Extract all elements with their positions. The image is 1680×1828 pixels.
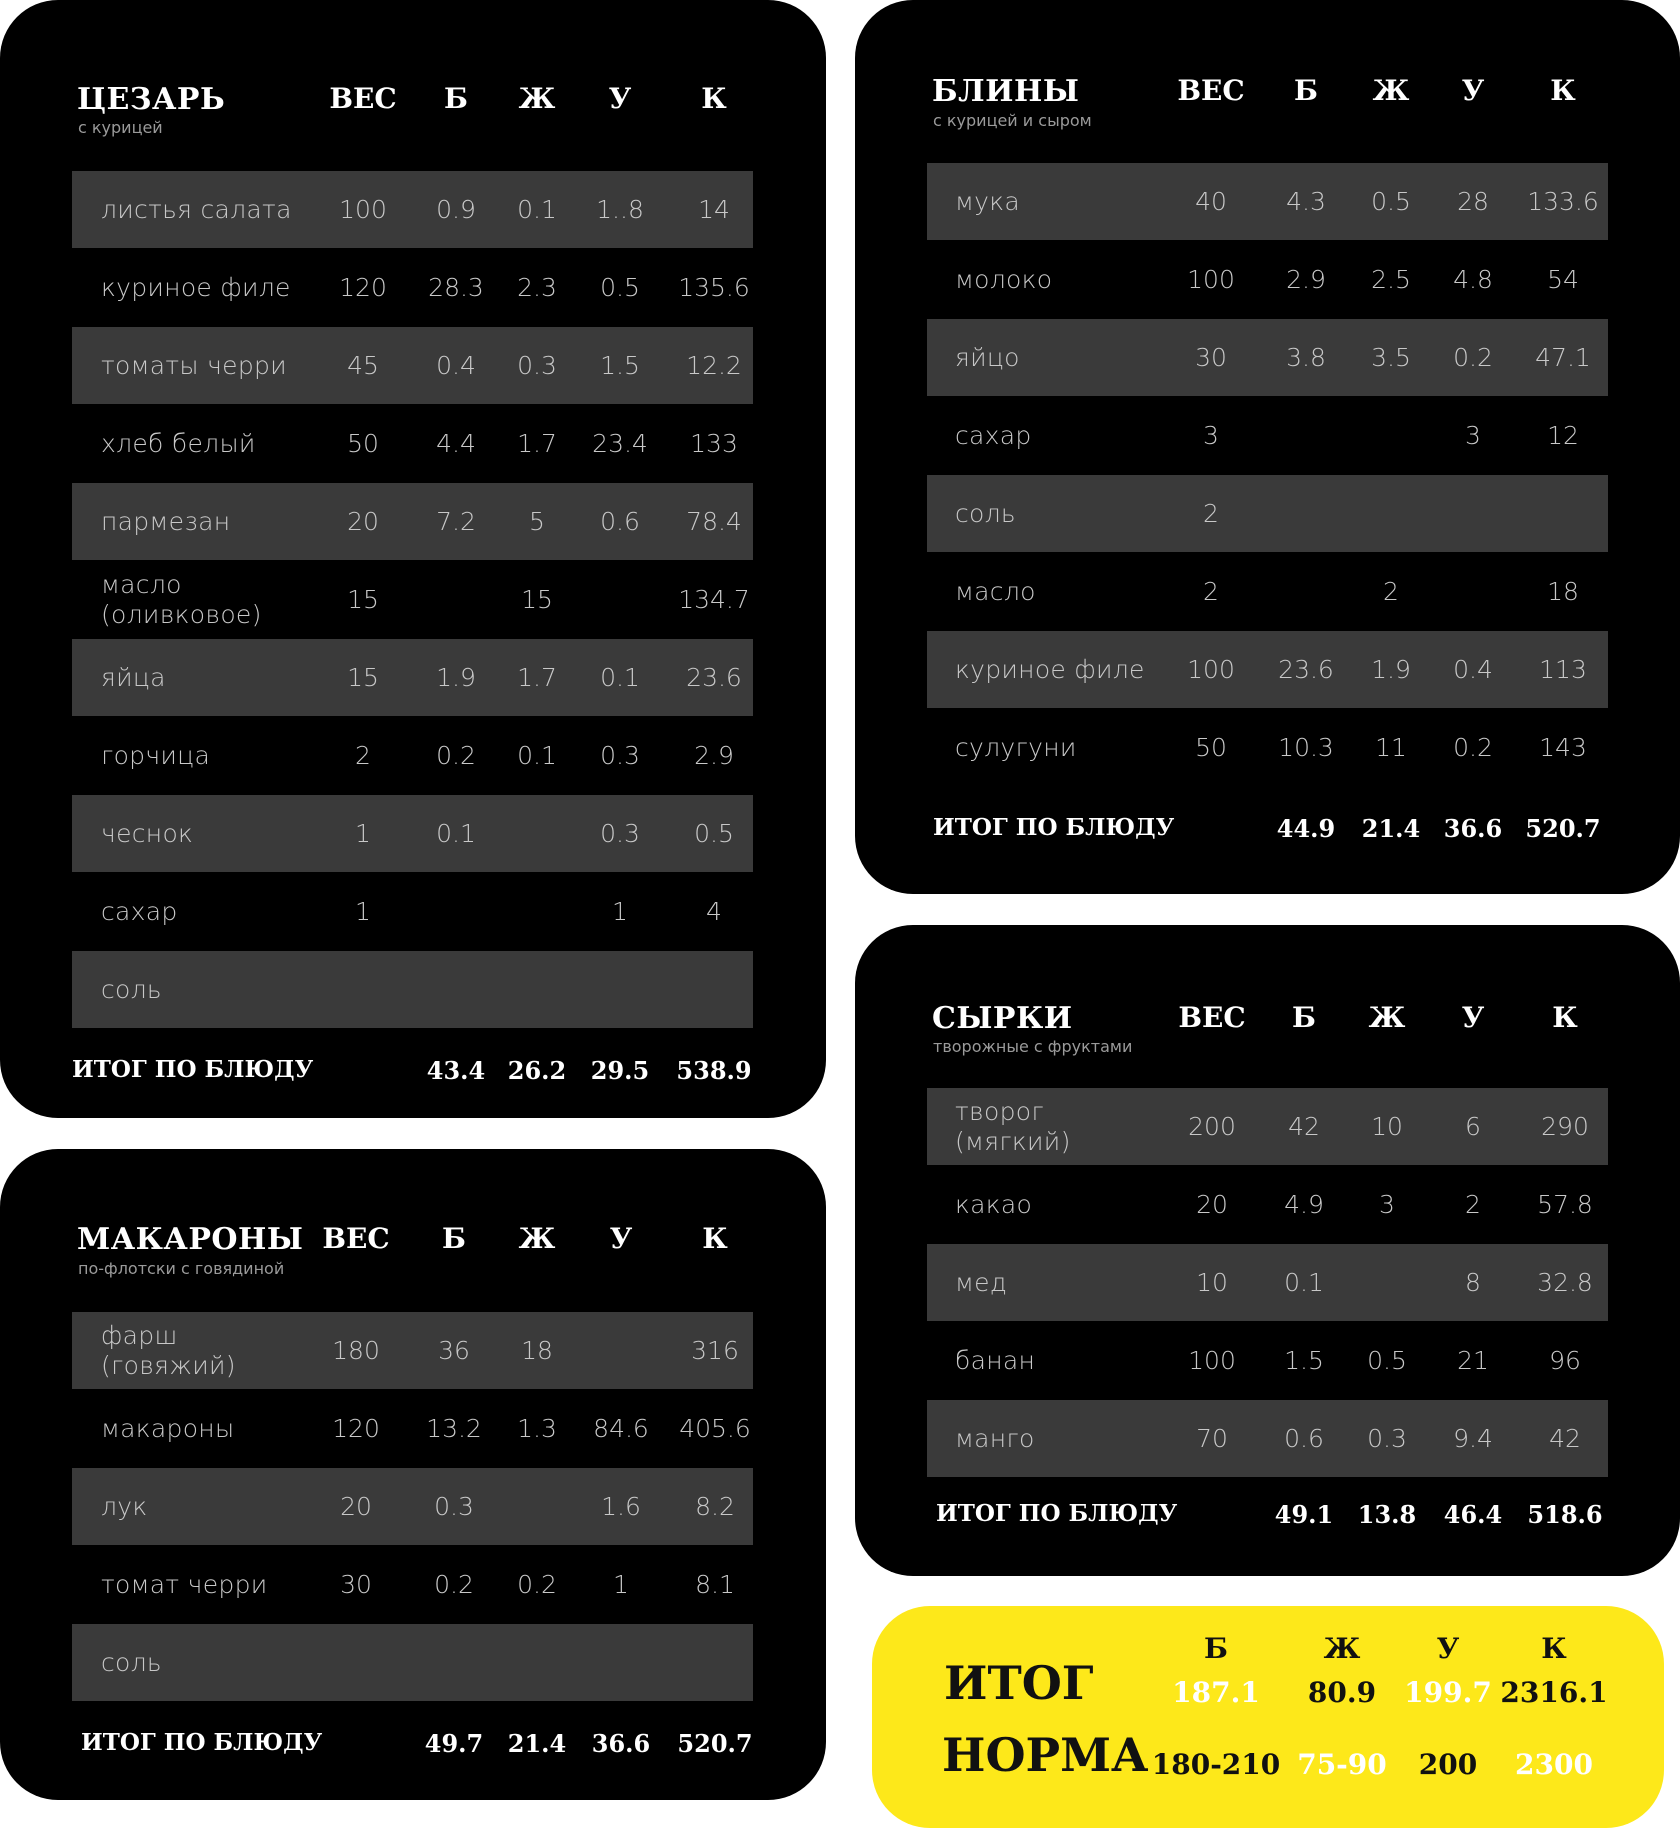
makarony-header-kcal: К <box>702 1222 728 1255</box>
summary-total-kcal: 2316.1 <box>1500 1676 1608 1709</box>
makarony-card <box>0 1149 826 1800</box>
table-row <box>927 1322 1608 1399</box>
caesar-header-carbs: У <box>608 82 632 115</box>
blini-header-kcal: К <box>1550 74 1576 107</box>
cell-carbs: 4.8 <box>1453 265 1493 294</box>
cell-weight: 45 <box>347 351 379 380</box>
table-row <box>927 397 1608 474</box>
cell-kcal: 14 <box>698 195 730 224</box>
cell-protein: 0.3 <box>434 1492 474 1521</box>
blini-total-kcal: 520.7 <box>1525 814 1601 843</box>
cell-weight: 120 <box>332 1414 380 1443</box>
cell-fat: 5 <box>529 507 545 536</box>
cell-kcal: 405.6 <box>679 1414 751 1443</box>
caesar-total-carbs: 29.5 <box>590 1056 650 1085</box>
cell-protein: 0.1 <box>1284 1268 1324 1297</box>
cell-kcal: 133.6 <box>1527 187 1599 216</box>
cell-kcal: 18 <box>1547 577 1579 606</box>
ingredient-name: листья салата <box>101 194 292 224</box>
cell-fat: 11 <box>1375 733 1407 762</box>
syrki-total-fat: 13.8 <box>1357 1500 1417 1529</box>
cell-kcal: 96 <box>1549 1346 1581 1375</box>
table-row <box>72 639 753 716</box>
table-row <box>927 319 1608 396</box>
cell-kcal: 32.8 <box>1537 1268 1593 1297</box>
cell-weight: 3 <box>1203 421 1219 450</box>
table-row <box>72 1468 753 1545</box>
syrki-header-protein: Б <box>1292 1001 1316 1034</box>
ingredient-name: томаты черри <box>101 350 287 380</box>
table-row <box>72 873 753 950</box>
cell-protein: 4.3 <box>1286 187 1326 216</box>
ingredient-name: соль <box>955 498 1016 528</box>
table-row <box>927 1244 1608 1321</box>
cell-protein: 23.6 <box>1278 655 1334 684</box>
cell-protein: 28.3 <box>428 273 484 302</box>
table-row <box>927 475 1608 552</box>
ingredient-name: сахар <box>101 896 178 926</box>
ingredient-name: творог (мягкий) <box>955 1096 1071 1156</box>
makarony-header-fat: Ж <box>518 1222 556 1255</box>
caesar-total-label: ИТОГ ПО БЛЮДУ <box>72 1056 314 1083</box>
caesar-card <box>0 0 826 1118</box>
makarony-total-protein: 49.7 <box>424 1729 484 1758</box>
cell-carbs: 1 <box>613 1570 629 1599</box>
ingredient-name: какао <box>955 1189 1033 1219</box>
ingredient-name: яйцо <box>955 342 1020 372</box>
cell-kcal: 143 <box>1539 733 1587 762</box>
cell-fat: 2 <box>1383 577 1399 606</box>
cell-kcal: 12.2 <box>686 351 742 380</box>
cell-protein: 0.9 <box>436 195 476 224</box>
ingredient-name: чеснок <box>101 818 194 848</box>
ingredient-name: яйца <box>101 662 166 692</box>
summary-norm-fat: 75-90 <box>1297 1748 1387 1781</box>
cell-fat: 0.1 <box>517 195 557 224</box>
cell-fat: 0.5 <box>1371 187 1411 216</box>
cell-carbs: 0.5 <box>600 273 640 302</box>
table-row <box>927 553 1608 630</box>
ingredient-name: пармезан <box>101 506 231 536</box>
ingredient-name: масло (оливковое) <box>101 569 262 629</box>
cell-kcal: 12 <box>1547 421 1579 450</box>
cell-protein: 3.8 <box>1286 343 1326 372</box>
table-row <box>72 1624 753 1701</box>
table-row <box>927 1088 1608 1165</box>
cell-carbs: 84.6 <box>593 1414 649 1443</box>
caesar-total-fat: 26.2 <box>507 1056 567 1085</box>
ingredient-name: горчица <box>101 740 211 770</box>
cell-weight: 40 <box>1195 187 1227 216</box>
table-row <box>927 1166 1608 1243</box>
ingredient-name: манго <box>955 1423 1035 1453</box>
cell-protein: 4.4 <box>436 429 476 458</box>
blini-header-carbs: У <box>1461 74 1485 107</box>
makarony-subtitle: по-флотски с говядиной <box>78 1259 285 1278</box>
table-row <box>72 171 753 248</box>
caesar-total-kcal: 538.9 <box>676 1056 752 1085</box>
syrki-total-carbs: 46.4 <box>1443 1500 1503 1529</box>
cell-carbs: 1.6 <box>601 1492 641 1521</box>
cell-fat: 3 <box>1379 1190 1395 1219</box>
cell-weight: 20 <box>1196 1190 1228 1219</box>
table-row <box>72 405 753 482</box>
table-row <box>72 249 753 326</box>
cell-fat: 0.3 <box>1367 1424 1407 1453</box>
makarony-total-carbs: 36.6 <box>591 1729 651 1758</box>
cell-kcal: 133 <box>690 429 738 458</box>
cell-weight: 2 <box>1203 499 1219 528</box>
table-row <box>927 631 1608 708</box>
ingredient-name: макароны <box>101 1413 235 1443</box>
table-row <box>72 717 753 794</box>
blini-total-protein: 44.9 <box>1276 814 1336 843</box>
cell-weight: 30 <box>1195 343 1227 372</box>
table-row <box>72 1390 753 1467</box>
ingredient-name: фарш (говяжий) <box>101 1320 236 1380</box>
cell-weight: 50 <box>1195 733 1227 762</box>
table-row <box>72 561 753 638</box>
syrki-total-kcal: 518.6 <box>1527 1500 1603 1529</box>
makarony-header-carbs: У <box>609 1222 633 1255</box>
cell-protein: 0.6 <box>1284 1424 1324 1453</box>
cell-protein: 1.5 <box>1284 1346 1324 1375</box>
cell-carbs: 0.2 <box>1453 343 1493 372</box>
cell-protein: 0.1 <box>436 819 476 848</box>
cell-carbs: 1..8 <box>596 195 644 224</box>
cell-carbs: 0.6 <box>600 507 640 536</box>
cell-carbs: 28 <box>1457 187 1489 216</box>
cell-weight: 2 <box>1203 577 1219 606</box>
cell-fat: 1.7 <box>517 663 557 692</box>
cell-kcal: 134.7 <box>678 585 750 614</box>
cell-kcal: 316 <box>691 1336 739 1365</box>
blini-subtitle: с курицей и сыром <box>933 111 1092 130</box>
cell-carbs: 23.4 <box>592 429 648 458</box>
cell-protein: 36 <box>438 1336 470 1365</box>
cell-weight: 70 <box>1196 1424 1228 1453</box>
caesar-header-protein: Б <box>444 82 468 115</box>
cell-weight: 10 <box>1196 1268 1228 1297</box>
cell-weight: 20 <box>340 1492 372 1521</box>
cell-carbs: 2 <box>1465 1190 1481 1219</box>
cell-weight: 100 <box>339 195 387 224</box>
cell-weight: 1 <box>355 819 371 848</box>
cell-weight: 20 <box>347 507 379 536</box>
ingredient-name: томат черри <box>101 1569 268 1599</box>
cell-weight: 2 <box>355 741 371 770</box>
table-row <box>72 795 753 872</box>
table-row <box>72 1546 753 1623</box>
summary-header-fat: Ж <box>1323 1632 1361 1665</box>
cell-fat: 0.1 <box>517 741 557 770</box>
syrki-header-kcal: К <box>1552 1001 1578 1034</box>
cell-kcal: 42 <box>1549 1424 1581 1453</box>
summary-total-label: ИТОГ <box>944 1656 1094 1710</box>
syrki-subtitle: творожные с фруктами <box>933 1037 1133 1056</box>
table-row <box>72 1312 753 1389</box>
summary-norm-protein: 180-210 <box>1151 1748 1281 1781</box>
cell-weight: 1 <box>355 897 371 926</box>
ingredient-name: соль <box>101 974 162 1004</box>
summary-norm-label: НОРМА <box>942 1728 1149 1782</box>
ingredient-name: банан <box>955 1345 1036 1375</box>
summary-total-fat: 80.9 <box>1307 1676 1377 1709</box>
cell-kcal: 78.4 <box>686 507 742 536</box>
table-row <box>72 327 753 404</box>
cell-kcal: 23.6 <box>686 663 742 692</box>
cell-fat: 1.7 <box>517 429 557 458</box>
cell-fat: 15 <box>521 585 553 614</box>
summary-norm-carbs: 200 <box>1418 1748 1478 1781</box>
makarony-total-kcal: 520.7 <box>677 1729 753 1758</box>
ingredient-name: куриное филе <box>955 654 1145 684</box>
cell-weight: 15 <box>347 585 379 614</box>
cell-kcal: 2.9 <box>694 741 734 770</box>
cell-weight: 100 <box>1187 655 1235 684</box>
summary-norm-kcal: 2300 <box>1515 1748 1593 1781</box>
cell-carbs: 0.3 <box>600 819 640 848</box>
table-row <box>927 163 1608 240</box>
cell-protein: 4.9 <box>1284 1190 1324 1219</box>
syrki-total-protein: 49.1 <box>1274 1500 1334 1529</box>
cell-carbs: 1 <box>612 897 628 926</box>
cell-protein: 10.3 <box>1278 733 1334 762</box>
cell-carbs: 1.5 <box>600 351 640 380</box>
makarony-total-label: ИТОГ ПО БЛЮДУ <box>81 1729 323 1756</box>
cell-carbs: 3 <box>1465 421 1481 450</box>
ingredient-name: молоко <box>955 264 1053 294</box>
caesar-subtitle: с курицей <box>78 118 163 137</box>
blini-header-protein: Б <box>1294 74 1318 107</box>
caesar-header-fat: Ж <box>518 82 556 115</box>
ingredient-name: соль <box>101 1647 162 1677</box>
cell-fat: 2.5 <box>1371 265 1411 294</box>
cell-carbs: 0.4 <box>1453 655 1493 684</box>
blini-title: БЛИНЫ <box>932 74 1080 109</box>
cell-protein: 0.4 <box>436 351 476 380</box>
cell-kcal: 54 <box>1547 265 1579 294</box>
cell-kcal: 4 <box>706 897 722 926</box>
blini-total-carbs: 36.6 <box>1443 814 1503 843</box>
cell-fat: 1.3 <box>517 1414 557 1443</box>
ingredient-name: масло <box>955 576 1036 606</box>
cell-carbs: 6 <box>1465 1112 1481 1141</box>
cell-protein: 1.9 <box>436 663 476 692</box>
table-row <box>927 1400 1608 1477</box>
cell-kcal: 113 <box>1539 655 1587 684</box>
cell-fat: 1.9 <box>1371 655 1411 684</box>
ingredient-name: лук <box>101 1491 148 1521</box>
cell-carbs: 0.2 <box>1453 733 1493 762</box>
summary-header-carbs: У <box>1436 1632 1460 1665</box>
blini-header-fat: Ж <box>1372 74 1410 107</box>
table-row <box>927 709 1608 786</box>
summary-total-carbs: 199.7 <box>1404 1676 1492 1709</box>
syrki-total-label: ИТОГ ПО БЛЮДУ <box>936 1500 1178 1527</box>
cell-weight: 180 <box>332 1336 380 1365</box>
cell-protein: 7.2 <box>436 507 476 536</box>
cell-protein: 13.2 <box>426 1414 482 1443</box>
makarony-header-weight: ВЕС <box>322 1222 390 1255</box>
ingredient-name: мед <box>955 1267 1008 1297</box>
cell-carbs: 21 <box>1457 1346 1489 1375</box>
cell-weight: 50 <box>347 429 379 458</box>
makarony-header-protein: Б <box>442 1222 466 1255</box>
ingredient-name: сахар <box>955 420 1032 450</box>
cell-carbs: 9.4 <box>1453 1424 1493 1453</box>
summary-total-protein: 187.1 <box>1172 1676 1260 1709</box>
summary-header-kcal: К <box>1541 1632 1567 1665</box>
makarony-total-fat: 21.4 <box>507 1729 567 1758</box>
cell-fat: 0.5 <box>1367 1346 1407 1375</box>
cell-fat: 0.3 <box>517 351 557 380</box>
cell-weight: 15 <box>347 663 379 692</box>
blini-header-weight: ВЕС <box>1177 74 1245 107</box>
table-row <box>72 483 753 560</box>
cell-carbs: 8 <box>1465 1268 1481 1297</box>
cell-protein: 2.9 <box>1286 265 1326 294</box>
ingredient-name: куриное филе <box>101 272 291 302</box>
cell-fat: 2.3 <box>517 273 557 302</box>
cell-weight: 200 <box>1188 1112 1236 1141</box>
cell-kcal: 8.1 <box>695 1570 735 1599</box>
syrki-header-weight: ВЕС <box>1178 1001 1246 1034</box>
blini-total-fat: 21.4 <box>1361 814 1421 843</box>
cell-kcal: 57.8 <box>1537 1190 1593 1219</box>
daily-summary-card <box>872 1606 1664 1828</box>
ingredient-name: мука <box>955 186 1021 216</box>
cell-fat: 3.5 <box>1371 343 1411 372</box>
makarony-title: МАКАРОНЫ <box>77 1222 304 1257</box>
cell-fat: 0.2 <box>517 1570 557 1599</box>
ingredient-name: сулугуни <box>955 732 1077 762</box>
blini-total-label: ИТОГ ПО БЛЮДУ <box>933 814 1175 841</box>
syrki-card <box>855 925 1680 1576</box>
cell-weight: 100 <box>1187 265 1235 294</box>
summary-header-protein: Б <box>1204 1632 1228 1665</box>
table-row <box>927 241 1608 318</box>
cell-fat: 10 <box>1371 1112 1403 1141</box>
table-row <box>72 951 753 1028</box>
ingredient-name: хлеб белый <box>101 428 256 458</box>
cell-carbs: 0.1 <box>600 663 640 692</box>
cell-kcal: 0.5 <box>694 819 734 848</box>
cell-carbs: 0.3 <box>600 741 640 770</box>
cell-kcal: 8.2 <box>695 1492 735 1521</box>
caesar-header-kcal: К <box>701 82 727 115</box>
cell-kcal: 290 <box>1541 1112 1589 1141</box>
cell-weight: 100 <box>1188 1346 1236 1375</box>
cell-protein: 0.2 <box>434 1570 474 1599</box>
blini-card <box>855 0 1680 894</box>
cell-protein: 0.2 <box>436 741 476 770</box>
cell-kcal: 47.1 <box>1535 343 1591 372</box>
cell-protein: 42 <box>1288 1112 1320 1141</box>
caesar-title: ЦЕЗАРЬ <box>77 82 226 117</box>
caesar-total-protein: 43.4 <box>426 1056 486 1085</box>
cell-weight: 30 <box>340 1570 372 1599</box>
cell-weight: 120 <box>339 273 387 302</box>
caesar-header-weight: ВЕС <box>329 82 397 115</box>
syrki-title: СЫРКИ <box>932 1001 1073 1036</box>
cell-kcal: 135.6 <box>678 273 750 302</box>
cell-fat: 18 <box>521 1336 553 1365</box>
syrki-header-fat: Ж <box>1368 1001 1406 1034</box>
syrki-header-carbs: У <box>1461 1001 1485 1034</box>
